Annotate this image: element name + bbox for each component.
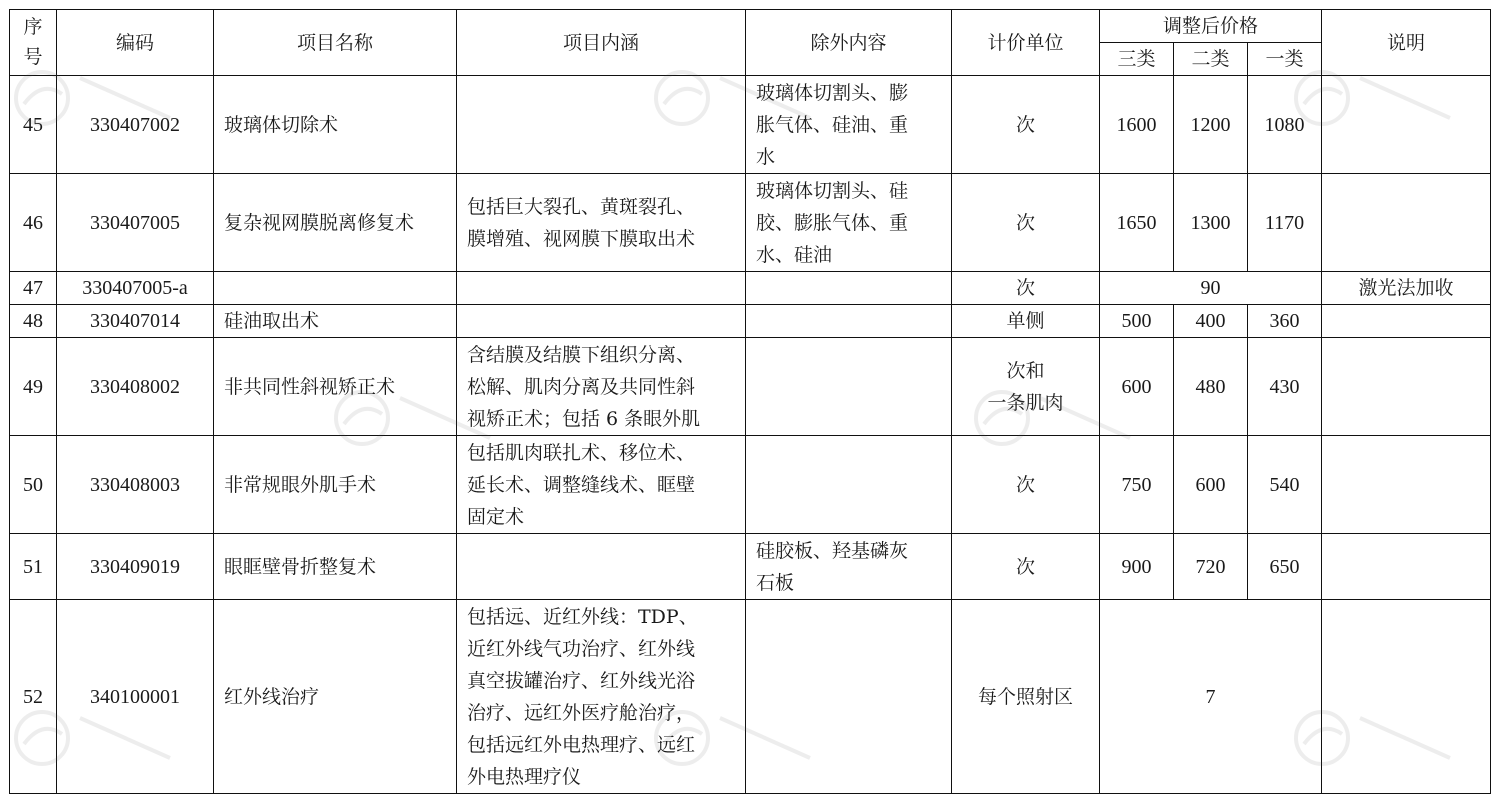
cell-excluded bbox=[746, 272, 952, 305]
header-seq bbox=[10, 10, 57, 76]
cell-code: 330407014 bbox=[57, 305, 214, 338]
table-row bbox=[10, 76, 1491, 174]
cell-note bbox=[1322, 534, 1491, 600]
cell-content bbox=[457, 534, 746, 600]
cell-price-class1: 360 bbox=[1248, 305, 1322, 338]
cell-price-class3: 1650 bbox=[1100, 174, 1174, 272]
header-content: 项目内涵 bbox=[457, 10, 746, 76]
cell-code: 340100001 bbox=[57, 600, 214, 794]
cell-name: 红外线治疗 bbox=[214, 600, 457, 794]
cell-price-class2: 720 bbox=[1174, 534, 1248, 600]
cell-excluded: 玻璃体切割头、膨 胀气体、硅油、重 水 bbox=[746, 76, 952, 174]
cell-note bbox=[1322, 600, 1491, 794]
cell-note bbox=[1322, 174, 1491, 272]
cell-unit: 次和 一条肌肉 bbox=[952, 338, 1100, 436]
cell-price-class3: 1600 bbox=[1100, 76, 1174, 174]
cell-price-class3: 750 bbox=[1100, 436, 1174, 534]
header-excluded: 除外内容 bbox=[746, 10, 952, 76]
header-unit: 计价单位 bbox=[952, 10, 1100, 76]
table-row bbox=[10, 338, 1491, 436]
cell-unit: 次 bbox=[952, 174, 1100, 272]
table-row bbox=[10, 305, 1491, 338]
cell-unit: 每个照射区 bbox=[952, 600, 1100, 794]
header-name: 项目名称 bbox=[214, 10, 457, 76]
cell-note bbox=[1322, 305, 1491, 338]
cell-code: 330407002 bbox=[57, 76, 214, 174]
cell-code: 330409019 bbox=[57, 534, 214, 600]
header-note: 说明 bbox=[1322, 10, 1491, 76]
header-class3: 三类 bbox=[1100, 43, 1174, 76]
cell-price-merged: 90 bbox=[1100, 272, 1322, 305]
cell-note bbox=[1322, 436, 1491, 534]
table-row bbox=[10, 174, 1491, 272]
cell-code: 330407005-a bbox=[57, 272, 214, 305]
cell-price-class3: 900 bbox=[1100, 534, 1174, 600]
cell-seq: 50 bbox=[10, 436, 57, 534]
cell-note bbox=[1322, 76, 1491, 174]
cell-seq: 52 bbox=[10, 600, 57, 794]
price-table bbox=[9, 9, 1491, 794]
cell-price-class2: 600 bbox=[1174, 436, 1248, 534]
cell-name: 非常规眼外肌手术 bbox=[214, 436, 457, 534]
cell-seq: 47 bbox=[10, 272, 57, 305]
cell-content: 含结膜及结膜下组织分离、 松解、肌肉分离及共同性斜 视矫正术；包括 6 条眼外肌 bbox=[457, 338, 746, 436]
cell-price-class2: 1200 bbox=[1174, 76, 1248, 174]
cell-name: 眼眶壁骨折整复术 bbox=[214, 534, 457, 600]
cell-excluded bbox=[746, 305, 952, 338]
cell-unit: 次 bbox=[952, 76, 1100, 174]
header-class1: 一类 bbox=[1248, 43, 1322, 76]
cell-price-class1: 1080 bbox=[1248, 76, 1322, 174]
table-row bbox=[10, 436, 1491, 534]
cell-price-class1: 650 bbox=[1248, 534, 1322, 600]
cell-seq: 49 bbox=[10, 338, 57, 436]
cell-content: 包括肌肉联扎术、移位术、 延长术、调整缝线术、眶壁 固定术 bbox=[457, 436, 746, 534]
cell-seq: 48 bbox=[10, 305, 57, 338]
cell-content bbox=[457, 272, 746, 305]
header-price-group: 调整后价格 bbox=[1100, 10, 1322, 43]
cell-name: 复杂视网膜脱离修复术 bbox=[214, 174, 457, 272]
cell-seq: 45 bbox=[10, 76, 57, 174]
cell-content: 包括巨大裂孔、黄斑裂孔、 膜增殖、视网膜下膜取出术 bbox=[457, 174, 746, 272]
cell-code: 330408003 bbox=[57, 436, 214, 534]
price-table-sheet bbox=[9, 9, 1491, 794]
cell-seq: 46 bbox=[10, 174, 57, 272]
header-seq-label: 序号 bbox=[23, 16, 43, 68]
cell-unit: 次 bbox=[952, 436, 1100, 534]
cell-price-class1: 540 bbox=[1248, 436, 1322, 534]
cell-excluded: 硅胶板、羟基磷灰 石板 bbox=[746, 534, 952, 600]
cell-seq: 51 bbox=[10, 534, 57, 600]
cell-price-class3: 500 bbox=[1100, 305, 1174, 338]
cell-price-merged: 7 bbox=[1100, 600, 1322, 794]
cell-name bbox=[214, 272, 457, 305]
cell-excluded: 玻璃体切割头、硅 胶、膨胀气体、重 水、硅油 bbox=[746, 174, 952, 272]
cell-name: 非共同性斜视矫正术 bbox=[214, 338, 457, 436]
cell-excluded bbox=[746, 436, 952, 534]
cell-unit: 次 bbox=[952, 534, 1100, 600]
cell-price-class1: 1170 bbox=[1248, 174, 1322, 272]
cell-price-class2: 480 bbox=[1174, 338, 1248, 436]
cell-name: 硅油取出术 bbox=[214, 305, 457, 338]
header-class2: 二类 bbox=[1174, 43, 1248, 76]
cell-excluded bbox=[746, 600, 952, 794]
cell-price-class2: 1300 bbox=[1174, 174, 1248, 272]
cell-unit: 次 bbox=[952, 272, 1100, 305]
table-row bbox=[10, 272, 1491, 305]
cell-content: 包括远、近红外线：TDP、 近红外线气功治疗、红外线 真空拔罐治疗、红外线光浴 治疗、远红外医疗舱治疗， 包括远红外电热理疗、远红 外电热理疗仪 bbox=[457, 600, 746, 794]
cell-content bbox=[457, 305, 746, 338]
cell-content bbox=[457, 76, 746, 174]
cell-note: 激光法加收 bbox=[1322, 272, 1491, 305]
cell-price-class3: 600 bbox=[1100, 338, 1174, 436]
cell-price-class1: 430 bbox=[1248, 338, 1322, 436]
header-code: 编码 bbox=[57, 10, 214, 76]
cell-excluded bbox=[746, 338, 952, 436]
cell-code: 330407005 bbox=[57, 174, 214, 272]
cell-name: 玻璃体切除术 bbox=[214, 76, 457, 174]
cell-price-class2: 400 bbox=[1174, 305, 1248, 338]
cell-code: 330408002 bbox=[57, 338, 214, 436]
table-row bbox=[10, 534, 1491, 600]
cell-unit: 单侧 bbox=[952, 305, 1100, 338]
table-row bbox=[10, 600, 1491, 794]
cell-note bbox=[1322, 338, 1491, 436]
